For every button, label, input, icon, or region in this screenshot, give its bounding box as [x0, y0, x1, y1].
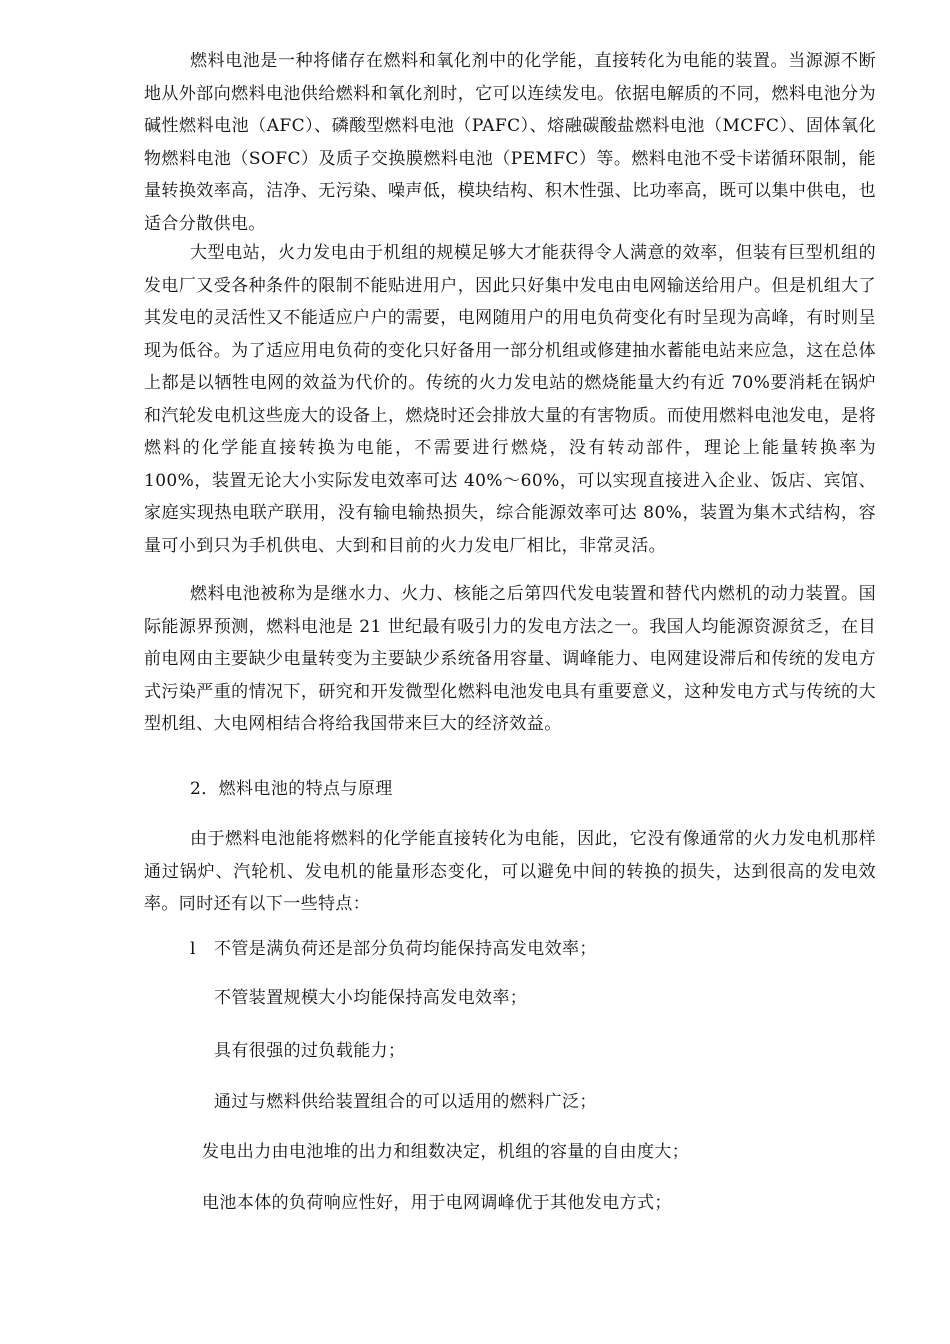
feature-item: [214, 982, 527, 1014]
paragraph-fuel-cell-definition: 燃料电池是一种将储存在燃料和氧化剂中的化学能，直接转化为电能的装置。当源源不断地从外部向燃料电池供给燃料和氧化剂时，它可以连续发电。依据电解质的不同，燃料电池分为碱性燃料电池（AFC）、磷酸型燃料电池（PAFC）、熔融碳酸盐燃料电池（MCFC）、固体氧化物燃料电池（SOFC）及质子交换膜燃料电池（PEMFC）等。燃料电池不受卡诺循环限制，能量转换效率高，洁净、无污染、噪声低，模块结构、积木性强、比功率高，既可以集中供电，也适合分散供电。: [144, 51, 876, 234]
feature-text: 不管是满负荷还是部分负荷均能保持高发电效率；: [214, 939, 597, 959]
list-bullet-marker: l: [190, 939, 196, 959]
feature-text: 通过与燃料供给装置组合的可以适用的燃料广泛；: [214, 1092, 597, 1112]
paragraph-features-intro: 由于燃料电池能将燃料的化学能直接转化为电能，因此，它没有像通常的火力发电机那样通过锅炉、汽轮机、发电机的能量形态变化，可以避免中间的转换的损失，达到很高的发电效率。同时还有以下一些特点：: [144, 829, 876, 914]
feature-item: [202, 1187, 672, 1219]
feature-text: 不管装置规模大小均能保持高发电效率；: [214, 988, 528, 1008]
feature-item: [190, 933, 597, 965]
feature-text: 具有很强的过负载能力；: [214, 1041, 406, 1061]
feature-item: [214, 1035, 405, 1067]
feature-text: 电池本体的负荷响应性好，用于电网调峰优于其他发电方式；: [202, 1193, 672, 1213]
paragraph-large-power-stations: 大型电站，火力发电由于机组的规模足够大才能获得令人满意的效率，但装有巨型机组的发电厂又受各种条件的限制不能贴进用户，因此只好集中发电由电网输送给用户。但是机组大了其发电的灵活性又不能适应户户的需要，电网随用户的用电负荷变化有时呈现为高峰，有时则呈现为低谷。为了适应用电负荷的变化只好备用一部分机组或修建抽水蓄能电站来应急，这在总体上都是以牺牲电网的效益为代价的。传统的火力发电站的燃烧能量大约有近 70%要消耗在锅炉和汽轮发电机这些庞大的设备上，燃烧时还会排放大量的有害物质。而使用燃料电池发电，是将燃料的化学能直接转换为电能，不需要进行燃烧，没有转动部件，理论上能量转换率为 100%，装置无论大小实际发电效率可达 40%～60%，可以实现直接进入企业、饭店、宾馆、家庭实现热电联产联用，没有输电输热损失，综合能源效率可达 80%，装置为集木式结构，容量可小到只为手机供电、大到和目前的火力发电厂相比，非常灵活。: [144, 243, 876, 556]
feature-item: [202, 1136, 689, 1168]
paragraph-fourth-generation: 燃料电池被称为是继水力、火力、核能之后第四代发电装置和替代内燃机的动力装置。国际能源界预测，燃料电池是 21 世纪最有吸引力的发电方法之一。我国人均能源资源贫乏，在目前电网由主要缺少电量转变为主要缺少系统备用容量、调峰能力、电网建设滞后和传统的发电方式污染严重的情况下，研究和开发微型化燃料电池发电具有重要意义，这种发电方式与传统的大型机组、大电网相结合将给我国带来巨大的经济效益。: [144, 584, 876, 734]
section-heading: 2．燃料电池的特点与原理: [190, 779, 393, 799]
feature-item: [214, 1086, 597, 1118]
feature-text: 发电出力由电池堆的出力和组数决定，机组的容量的自由度大；: [202, 1142, 690, 1162]
